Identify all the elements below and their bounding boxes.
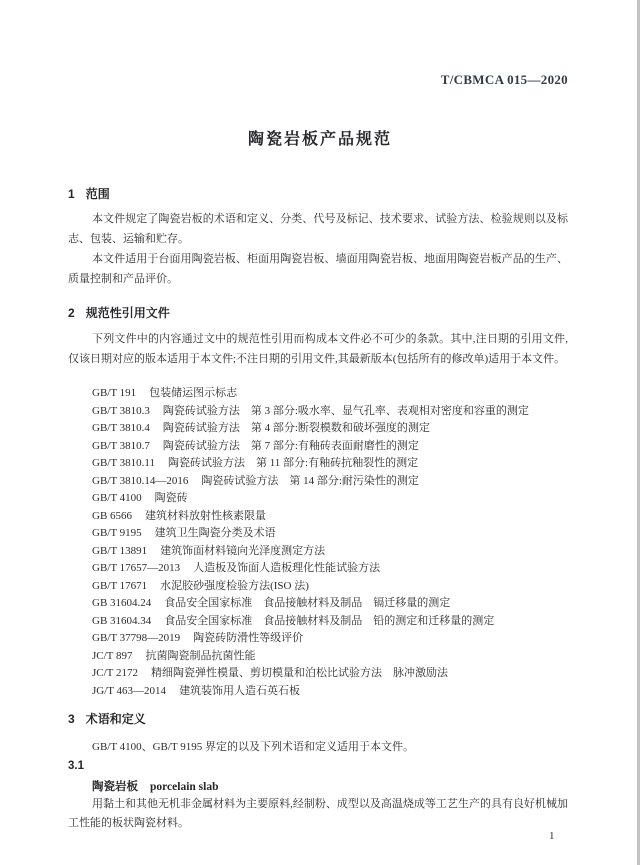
reference-item: [68, 490, 568, 508]
reference-code: GB 6566: [92, 509, 133, 522]
reference-code: GB/T 17657—2013: [92, 562, 181, 574]
reference-item: [68, 385, 568, 403]
reference-code: GB/T 17671: [92, 579, 148, 592]
reference-title: 包装储运图示标志: [149, 387, 238, 399]
reference-item: [68, 665, 568, 683]
page-title: 陶瓷岩板产品规范: [247, 131, 392, 148]
term-definition: 用黏土和其他无机非金属材料为主要原料,经制粉、成型以及高温烧成等工艺生产的具有良好机械加工性能的板状陶瓷材料。: [68, 798, 568, 829]
reference-title: 陶瓷砖试验方法 第 14 部分:耐污染性的测定: [201, 474, 419, 487]
reference-code: GB/T 3810.14—2016: [92, 474, 189, 487]
reference-item: [68, 525, 568, 543]
reference-item: [68, 683, 568, 701]
reference-title: 陶瓷砖试验方法 第 11 部分:有釉砖抗釉裂性的测定: [167, 457, 419, 469]
section-3-number: 3: [68, 712, 75, 726]
reference-code: GB 31604.34: [92, 614, 152, 627]
section-2-heading: [68, 304, 568, 321]
reference-code: GB/T 37798—2019: [92, 632, 181, 644]
terms-intro-paragraph: GB/T 4100、GB/T 9195 界定的以及下列术语和定义适用于本文件。: [92, 741, 414, 753]
reference-title: 水泥胶砂强度检验方法(ISO 法): [160, 579, 309, 592]
reference-title: 食品安全国家标准 食品接触材料及制品 镉迁移量的测定: [164, 597, 451, 609]
reference-title: 建筑饰面材料镜向光泽度测定方法: [160, 544, 326, 557]
reference-code: JC/T 2172: [92, 667, 138, 679]
section-2-title: 规范性引用文件: [85, 306, 170, 320]
reference-title: 陶瓷砖试验方法 第 3 部分:吸水率、显气孔率、表观相对密度和容重的测定: [162, 404, 529, 417]
normative-references-intro: 下列文件中的内容通过文中的规范性引用而构成本文件必不可少的条款。其中,注日期的引用文件,仅该日期对应的版本适用于本文件;不注日期的引用文件,其最新版本(包括所有的修改单)适用于本文件。: [68, 333, 568, 365]
reference-code: GB/T 4100: [92, 492, 142, 504]
term-chinese: 陶瓷岩板: [92, 781, 138, 793]
section-3-title: 术语和定义: [85, 712, 146, 726]
standard-number: T/CBMCA 015—2020: [440, 72, 568, 87]
section-1-heading: [68, 185, 568, 202]
reference-title: 人造板及饰面人造板理化性能试验方法: [193, 562, 381, 574]
reference-title: 建筑卫生陶瓷分类及术语: [154, 527, 276, 539]
reference-title: 精细陶瓷弹性模量、剪切模量和泊松比试验方法 脉冲激励法: [150, 667, 448, 679]
normative-references-list: [68, 385, 568, 700]
section-1-title: 范围: [85, 187, 110, 201]
term-line: [68, 778, 592, 794]
scope-paragraph-1: 本文件规定了陶瓷岩板的术语和定义、分类、代号及标记、技术要求、试验方法、检验规则以及标志、包装、运输和贮存。: [68, 213, 568, 245]
reference-code: JG/T 463—2014: [92, 684, 167, 697]
term-english: porcelain slab: [150, 781, 219, 793]
reference-item: [68, 455, 568, 473]
reference-title: 食品安全国家标准 食品接触材料及制品 铅的测定和迁移量的测定: [164, 614, 495, 627]
reference-item: [68, 438, 568, 456]
reference-code: JC/T 897: [92, 649, 133, 662]
reference-item: [68, 578, 568, 596]
reference-code: GB/T 3810.4: [92, 422, 150, 434]
page-number: 1: [549, 830, 555, 842]
reference-title: 建筑材料放射性核素限量: [145, 509, 267, 522]
reference-item: [68, 630, 568, 648]
reference-code: GB/T 3810.11: [92, 457, 155, 469]
section-3-heading: [68, 710, 568, 727]
reference-title: 陶瓷砖试验方法 第 4 部分:断裂模数和破坏强度的测定: [162, 422, 430, 434]
reference-item: [68, 560, 568, 578]
reference-item: [68, 648, 568, 666]
reference-code: GB/T 3810.7: [92, 439, 150, 452]
reference-code: GB/T 9195: [92, 527, 142, 539]
section-1-number: 1: [68, 187, 75, 201]
reference-code: GB/T 13891: [92, 544, 148, 557]
reference-item: [68, 595, 568, 613]
reference-item: [68, 543, 568, 561]
reference-code: GB 31604.24: [92, 597, 152, 609]
reference-item: [68, 473, 568, 491]
reference-item: [68, 613, 568, 631]
reference-code: GB/T 3810.3: [92, 404, 150, 417]
reference-code: GB/T 191: [92, 387, 137, 399]
reference-title: 陶瓷砖试验方法 第 7 部分:有釉砖表面耐磨性的测定: [162, 439, 419, 452]
reference-item: [68, 403, 568, 421]
clause-number: 3.1: [68, 760, 84, 772]
scope-paragraph-2: 本文件适用于台面用陶瓷岩板、柜面用陶瓷岩板、墙面用陶瓷岩板、地面用陶瓷岩板产品的生产、质量控制和产品评价。: [68, 253, 568, 285]
reference-item: [68, 508, 568, 526]
reference-item: [68, 420, 568, 438]
reference-title: 陶瓷砖: [154, 492, 188, 504]
section-2-number: 2: [68, 306, 75, 320]
reference-title: 抗菌陶瓷制品抗菌性能: [145, 649, 256, 662]
reference-title: 陶瓷砖防滑性等级评价: [193, 632, 304, 644]
reference-title: 建筑装饰用人造石英石板: [179, 684, 301, 697]
